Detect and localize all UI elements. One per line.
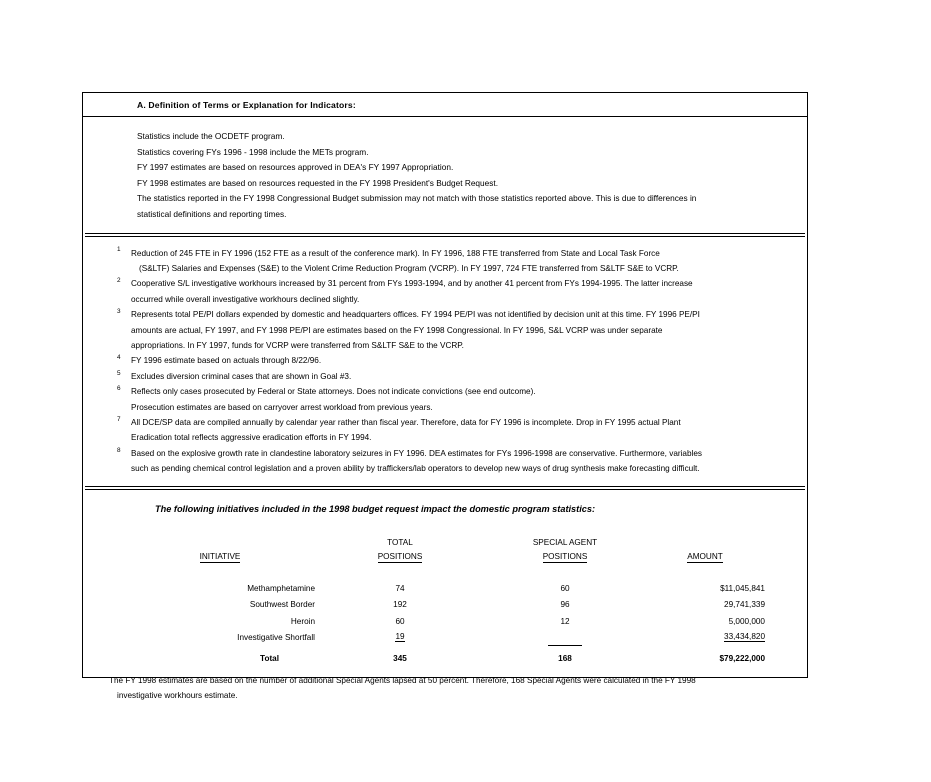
table-row [125, 609, 765, 625]
footnote-1 [117, 246, 793, 261]
footnote-8 [117, 446, 793, 461]
header-amount-line1 [645, 532, 765, 547]
definitions-block [83, 117, 807, 233]
definition-line: FY 1997 estimates are based on resources approved in DEA's FY 1997 Appropriation. [137, 162, 454, 173]
footnote-2 [117, 276, 793, 291]
footnote-3-line2: amounts are actual, FY 1997, and FY 1998 PE/PI are estimates based on the FY 1998 Congressional. In FY 1996, S&L VCRP was under separate [131, 325, 663, 335]
header-total-positions: POSITIONS [377, 552, 423, 562]
footnote-marker: 1 [117, 246, 121, 254]
section-a-header-label: A. Definition of Terms or Explanation for Indicators: [137, 99, 356, 110]
table-row [125, 593, 765, 609]
cell-total-sa-positions: 168 [558, 654, 572, 664]
footnote-8-line2: such as pending chemical control legislation and a proven ability by traffickers/lab operators to develop new ways of drug synthesis make forecasting difficult. [131, 464, 700, 474]
footnote-marker: 8 [117, 446, 121, 454]
cell-initiative: Heroin [290, 616, 315, 626]
header-total-line1: TOTAL [387, 537, 413, 547]
footnote-text: Reflects only cases prosecuted by Federal or State attorneys. Does not indicate convictions (see end outcome). [131, 387, 536, 397]
footnote-6-line2: Prosecution estimates are based on carryover arrest workload from previous years. [131, 402, 433, 412]
definition-line: statistical definitions and reporting times. [137, 208, 287, 219]
footnote-text: Cooperative S/L investigative workhours increased by 31 percent from FYs 1993-1994, and by another 41 percent from FYs 1994-1995. The latter increase [131, 279, 693, 289]
cell-amount: 5,000,000 [728, 616, 765, 626]
cell-sa-positions: 12 [560, 616, 570, 626]
table-header-row-bottom [125, 547, 765, 563]
footnote-text: FY 1996 estimate based on actuals through 8/22/96. [131, 356, 322, 366]
table-row [125, 577, 765, 593]
footnote-text: Represents total PE/PI dollars expended by domestic and headquarters offices. FY 1994 PE/PI was not identified by decision unit at this time. FY 1996 PE/PI [131, 310, 700, 320]
definition-line: The statistics reported in the FY 1998 Congressional Budget submission may not match with those statistics reported above. This is due to differences in [137, 193, 697, 204]
footnote-text: Reduction of 245 FTE in FY 1996 (152 FTE as a result of the conference mark). In FY 1996, 188 FTE transferred from State and Local Task Force [131, 248, 660, 258]
cell-total-amount: $79,222,000 [719, 654, 765, 664]
footnote-6 [117, 384, 793, 399]
footnote-7-line2: Eradication total reflects aggressive eradication efforts in FY 1994. [131, 433, 372, 443]
table-spacer [125, 563, 765, 577]
footnote-marker: 5 [117, 369, 121, 377]
table-header-row-top [125, 532, 765, 547]
header-initiative-line1 [125, 532, 315, 547]
cell-total-label: Total [260, 654, 279, 664]
footnote-3-line3: appropriations. In FY 1997, funds for VCRP were transferred from S&LTF S&E to the VCRP. [131, 341, 464, 350]
footnotes-block [83, 237, 807, 486]
footnote-3 [117, 307, 793, 322]
footnote-text: All DCE/SP data are compiled annually by calendar year rather than fiscal year. Therefore, data for FY 1996 is incomplete. Drop in FY 1995 actual Plant [131, 418, 681, 428]
footnote-marker: 4 [117, 354, 121, 362]
cell-sa-positions: 96 [560, 600, 570, 610]
footnote-text: Based on the explosive growth rate in clandestine laboratory seizures in FY 1996. DEA estimates for FYs 1996-1998 are conservative. Furthermore, variables [131, 448, 702, 458]
footnote-1-line2: (S&LTF) Salaries and Expenses (S&E) to the Violent Crime Reduction Program (VCRP). In FY 1997, 724 FTE transferred from S&LTF S&E to VCRP. [139, 263, 679, 273]
header-initiative: INITIATIVE [199, 552, 241, 562]
cell-initiative: Methamphetamine [247, 584, 315, 594]
cell-total-total-positions: 345 [393, 654, 407, 664]
cell-total-positions: 19 [395, 631, 405, 641]
footnote-marker: 6 [117, 385, 121, 393]
cell-total-positions: 60 [395, 616, 405, 626]
footnote-marker: 3 [117, 308, 121, 315]
definition-line: FY 1998 estimates are based on resources requested in the FY 1998 President's Budget Request. [137, 177, 499, 188]
footnote-marker: 7 [117, 415, 121, 423]
cell-initiative: Investigative Shortfall [237, 633, 315, 643]
bottom-footnote-line1: The FY 1998 estimates are based on the number of additional Special Agents lapsed at 50 percent. Therefore, 168 Special Agents were calculated in the FY 1998 [109, 676, 696, 686]
initiatives-table [125, 532, 765, 664]
table-row [125, 626, 765, 642]
cell-sa-positions: 60 [560, 584, 570, 594]
header-special-agent-line1: SPECIAL AGENT [532, 537, 598, 547]
header-sa-positions: POSITIONS [542, 552, 588, 562]
footnote-text: Excludes diversion criminal cases that are shown in Goal #3. [131, 371, 352, 381]
cell-amount: 29,741,339 [724, 600, 765, 610]
cell-initiative: Southwest Border [249, 600, 315, 610]
footnote-marker: 2 [117, 277, 121, 285]
cell-total-positions: 192 [393, 600, 407, 610]
section-a-header [83, 93, 807, 117]
cell-sa-positions [485, 626, 645, 642]
document-frame [82, 92, 808, 701]
initiatives-block [83, 490, 807, 710]
definition-line: Statistics include the OCDETF program. [137, 131, 285, 141]
bottom-footnote-line2: investigative workhours estimate. [117, 691, 238, 701]
definition-line: Statistics covering FYs 1996 - 1998 include the METs program. [137, 146, 369, 157]
cell-amount: 33,434,820 [724, 631, 765, 641]
bottom-footnote [99, 663, 791, 703]
footnote-4 [117, 353, 793, 368]
header-amount: AMOUNT [687, 552, 723, 562]
initiatives-intro: The following initiatives included in the 1998 budget request impact the domestic program statistics: [155, 503, 596, 514]
footnote-7 [117, 415, 793, 430]
table-total-row [125, 646, 765, 663]
cell-total-positions: 74 [395, 584, 405, 594]
footnote-2-line2: occurred while overall investigative workhours declined slightly. [131, 294, 360, 304]
footnote-5 [117, 369, 793, 384]
cell-amount: $11,045,841 [720, 584, 765, 594]
